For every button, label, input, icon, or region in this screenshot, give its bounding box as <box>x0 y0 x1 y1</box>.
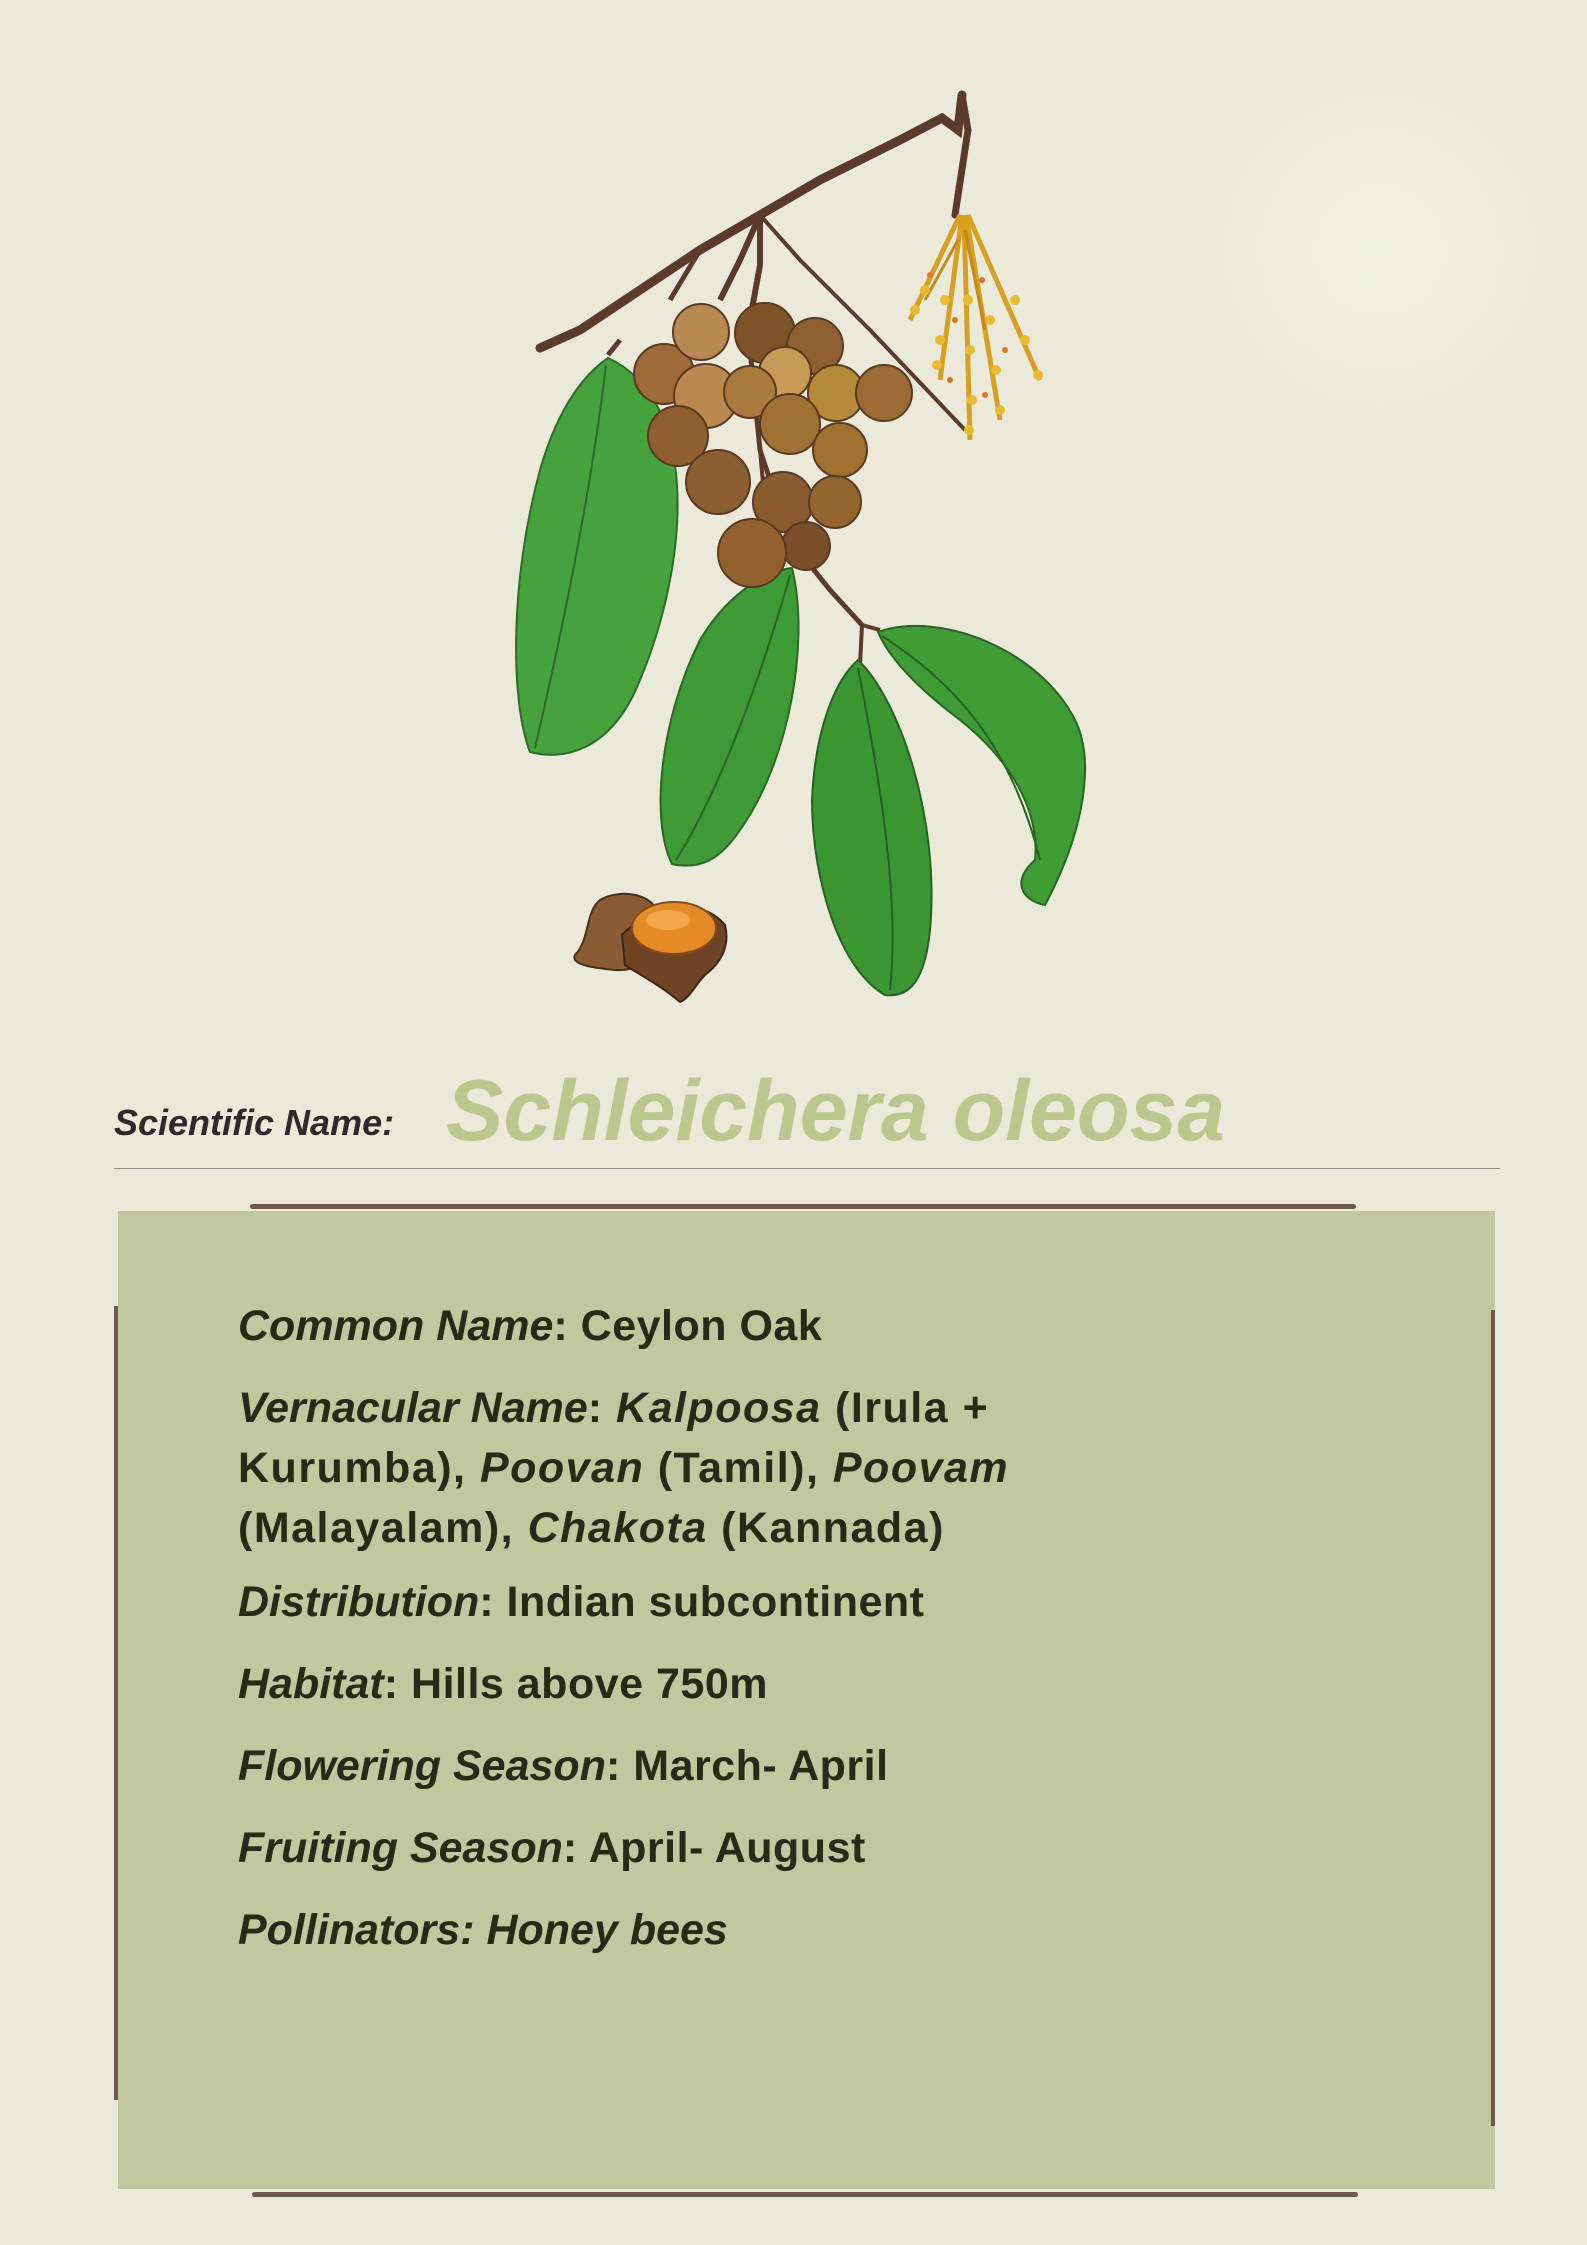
flowering-season-label: Flowering Season <box>238 1742 606 1790</box>
habitat-row <box>238 1654 1138 1714</box>
distribution-separator: : <box>479 1578 495 1626</box>
distribution-label: Distribution <box>238 1578 480 1626</box>
flowering-season-row <box>238 1736 1138 1796</box>
vernacular-language-4: (Kannada) <box>707 1504 945 1552</box>
habitat-label: Habitat <box>238 1660 384 1708</box>
habitat-separator: : <box>383 1660 399 1708</box>
common-name-row <box>238 1296 1138 1356</box>
vernacular-name-row <box>238 1378 1138 1558</box>
flowering-season-separator: : <box>605 1742 621 1790</box>
flower-cluster-icon <box>910 215 1043 440</box>
frame-left-line <box>114 1306 118 2100</box>
fruiting-season-separator: : <box>562 1824 578 1872</box>
vernacular-name-separator: : <box>587 1384 603 1432</box>
frame-bottom-line <box>252 2192 1358 2197</box>
flowering-season-value: March- April <box>620 1742 889 1790</box>
common-name-separator: : <box>553 1302 569 1350</box>
botanical-illustration <box>500 80 1100 1010</box>
fruiting-season-row <box>238 1818 1138 1878</box>
pollinators-row <box>238 1900 1138 1960</box>
common-name-value: Ceylon Oak <box>568 1302 823 1350</box>
vernacular-name-label: Vernacular Name <box>238 1384 588 1432</box>
pollinators-text: Pollinators: Honey bees <box>238 1906 728 1954</box>
distribution-row <box>238 1572 1138 1632</box>
habitat-value: Hills above 750m <box>398 1660 768 1708</box>
vernacular-name-3: Poovam <box>832 1444 1010 1492</box>
scientific-name-label: Scientific Name: <box>114 1102 395 1143</box>
vernacular-language-3: (Malayalam), <box>238 1504 528 1552</box>
vernacular-language-1: (Irula + Kurumba), <box>238 1384 990 1492</box>
seed-icon <box>574 894 726 1002</box>
species-info-list <box>238 1296 1138 1982</box>
frame-right-line <box>1491 1310 1495 2126</box>
common-name-label: Common Name <box>238 1302 554 1350</box>
fruiting-season-label: Fruiting Season <box>238 1824 563 1872</box>
vernacular-name-2: Poovan <box>479 1444 645 1492</box>
page-background-glow <box>1180 60 1580 440</box>
scientific-name-value: Schleichera oleosa <box>446 1063 1226 1159</box>
vernacular-name-4: Chakota <box>527 1504 708 1552</box>
distribution-value: Indian subcontinent <box>494 1578 925 1626</box>
vernacular-name-1: Kalpoosa <box>616 1384 822 1432</box>
fruiting-season-value: April- August <box>577 1824 866 1872</box>
scientific-name-row <box>114 1050 1500 1169</box>
frame-top-line <box>250 1204 1356 1209</box>
vernacular-language-2: (Tamil), <box>644 1444 833 1492</box>
